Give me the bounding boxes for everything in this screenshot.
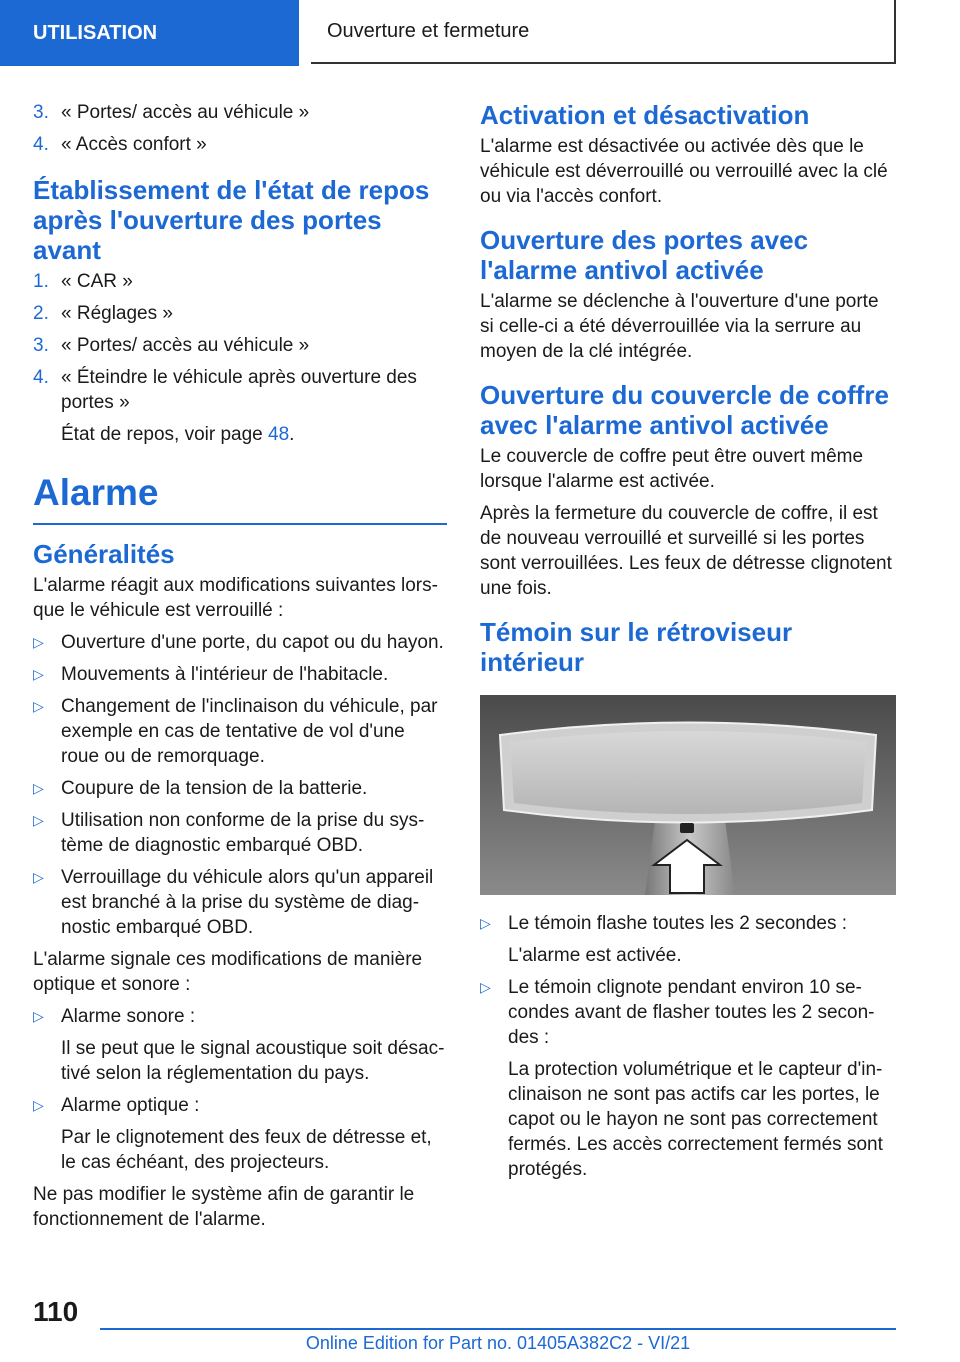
list-item <box>33 132 447 157</box>
list-item <box>480 975 896 1050</box>
list-text: Changement de l'inclinaison du véhicule, par exemple en cas de tentative de vol d'une roue ou de remorquage. <box>61 696 438 767</box>
bullet-detail: L'alarme est activée. <box>508 945 682 966</box>
list-item <box>33 301 447 326</box>
page-number: 110 <box>33 1296 79 1327</box>
triangle-bullet-icon: ▷ <box>33 666 44 682</box>
temoin-heading: Témoin sur le rétroviseur intérieur <box>480 617 793 677</box>
bullet-detail: Par le clignotement des feux de détresse et, le cas échéant, des projecteurs. <box>61 1127 432 1173</box>
list-text: Utilisation non conforme de la prise du sys-tème de diagnostic embarqué OBD. <box>61 810 425 856</box>
coffre-text-2: Après la fermeture du couvercle de coffre, il est de nouveau verrouillé et surveillé si les portes sont verrouillées. Les feux de détresse clignotent une fois. <box>480 503 892 599</box>
list-item <box>33 662 447 687</box>
section-divider <box>33 523 447 525</box>
triangle-bullet-icon: ▷ <box>33 812 44 828</box>
triangle-bullet-icon: ▷ <box>480 915 491 931</box>
portes-heading: Ouverture des portes avec l'alarme antivol activée <box>480 225 809 285</box>
list-number: 3. <box>33 102 49 123</box>
list-item <box>33 865 447 940</box>
list-text: Le témoin clignote pendant environ 10 se-condes avant de flasher toutes les 2 secon-des : <box>508 977 875 1048</box>
list-text: Le témoin flashe toutes les 2 secondes : <box>508 913 848 934</box>
rear-view-mirror-illustration <box>480 695 896 895</box>
list-number: 3. <box>33 335 49 356</box>
left-column <box>33 100 447 1239</box>
closing-paragraph: Ne pas modifier le système afin de garantir le fonctionnement de l'alarme. <box>33 1184 415 1230</box>
footer-edition: Online Edition for Part no. 01405A382C2 - VI/21 <box>305 1333 691 1353</box>
activation-text: L'alarme est désactivée ou activée dès que le véhicule est déverrouillé ou verrouillé avec la clé ou via l'accès confort. <box>480 136 888 207</box>
list-text: « Accès confort » <box>61 134 207 155</box>
bullet-detail: La protection volumétrique et le capteur d'in-clinaison ne sont pas actifs car les portes, le capot ou le hayon ne sont pas correctement fermés. Les accès correctement fermés sont protégés. <box>508 1059 883 1180</box>
list-number: 4. <box>33 134 49 155</box>
signal-intro: L'alarme signale ces modifications de manière optique et sonore : <box>33 949 423 995</box>
triangle-bullet-icon: ▷ <box>480 979 491 995</box>
right-column <box>480 100 896 1189</box>
triangle-bullet-icon: ▷ <box>33 1097 44 1113</box>
list-item <box>33 269 447 294</box>
mirror-glass-shape <box>510 731 866 814</box>
section-title: UTILISATION <box>33 21 158 44</box>
portes-text: L'alarme se déclenche à l'ouverture d'une porte si celle-ci a été déverrouillée via la serrure au moyen de la clé intégrée. <box>480 291 879 362</box>
generalites-heading: Généralités <box>33 539 175 569</box>
list-item <box>33 808 447 858</box>
list-item <box>33 100 447 125</box>
list-number: 1. <box>33 271 49 292</box>
list-item <box>33 1093 447 1118</box>
list-number: 2. <box>33 303 49 324</box>
list-item <box>480 911 896 936</box>
repos-heading: Établissement de l'état de repos après l'ouverture des portes avant <box>33 175 430 265</box>
bullet-detail: Il se peut que le signal acoustique soit désac-tivé selon la réglementation du pays. <box>61 1038 445 1084</box>
coffre-text-1: Le couvercle de coffre peut être ouvert même lorsque l'alarme est activée. <box>480 446 864 492</box>
list-item <box>33 694 447 769</box>
list-number: 4. <box>33 367 49 388</box>
page-link[interactable]: 48 <box>268 424 290 445</box>
list-text: « Éteindre le véhicule après ouverture des portes » <box>61 367 417 413</box>
footer-divider <box>100 1328 896 1330</box>
section-tab <box>0 0 299 66</box>
triangle-bullet-icon: ▷ <box>33 780 44 796</box>
list-item <box>33 1004 447 1029</box>
indicator-light-shape <box>680 823 694 833</box>
list-text: Ouverture d'une porte, du capot ou du hayon. <box>61 632 444 653</box>
list-item <box>33 776 447 801</box>
repos-note: État de repos, voir page 48. <box>61 424 295 445</box>
generalites-intro: L'alarme réagit aux modifications suivantes lors-que le véhicule est verrouillé : <box>33 575 438 621</box>
list-item <box>33 333 447 358</box>
chapter-header <box>311 0 896 64</box>
alarme-heading: Alarme <box>33 472 159 513</box>
list-text: « Portes/ accès au véhicule » <box>61 335 310 356</box>
chapter-title: Ouverture et fermeture <box>327 19 530 42</box>
list-text: « Réglages » <box>61 303 173 324</box>
list-text: Alarme sonore : <box>61 1006 196 1027</box>
list-text: Verrouillage du véhicule alors qu'un appareil est branché à la prise du système de diag-nostic embarqué OBD. <box>61 867 434 938</box>
list-item <box>33 365 447 415</box>
list-text: « CAR » <box>61 271 133 292</box>
list-item <box>33 630 447 655</box>
coffre-heading: Ouverture du couvercle de coffre avec l'alarme antivol activée <box>480 380 889 440</box>
triangle-bullet-icon: ▷ <box>33 1008 44 1024</box>
list-text: Coupure de la tension de la batterie. <box>61 778 368 799</box>
triangle-bullet-icon: ▷ <box>33 698 44 714</box>
activation-heading: Activation et désactivation <box>480 100 810 130</box>
list-text: « Portes/ accès au véhicule » <box>61 102 310 123</box>
list-text: Alarme optique : <box>61 1095 200 1116</box>
triangle-bullet-icon: ▷ <box>33 634 44 650</box>
list-text: Mouvements à l'intérieur de l'habitacle. <box>61 664 389 685</box>
triangle-bullet-icon: ▷ <box>33 869 44 885</box>
